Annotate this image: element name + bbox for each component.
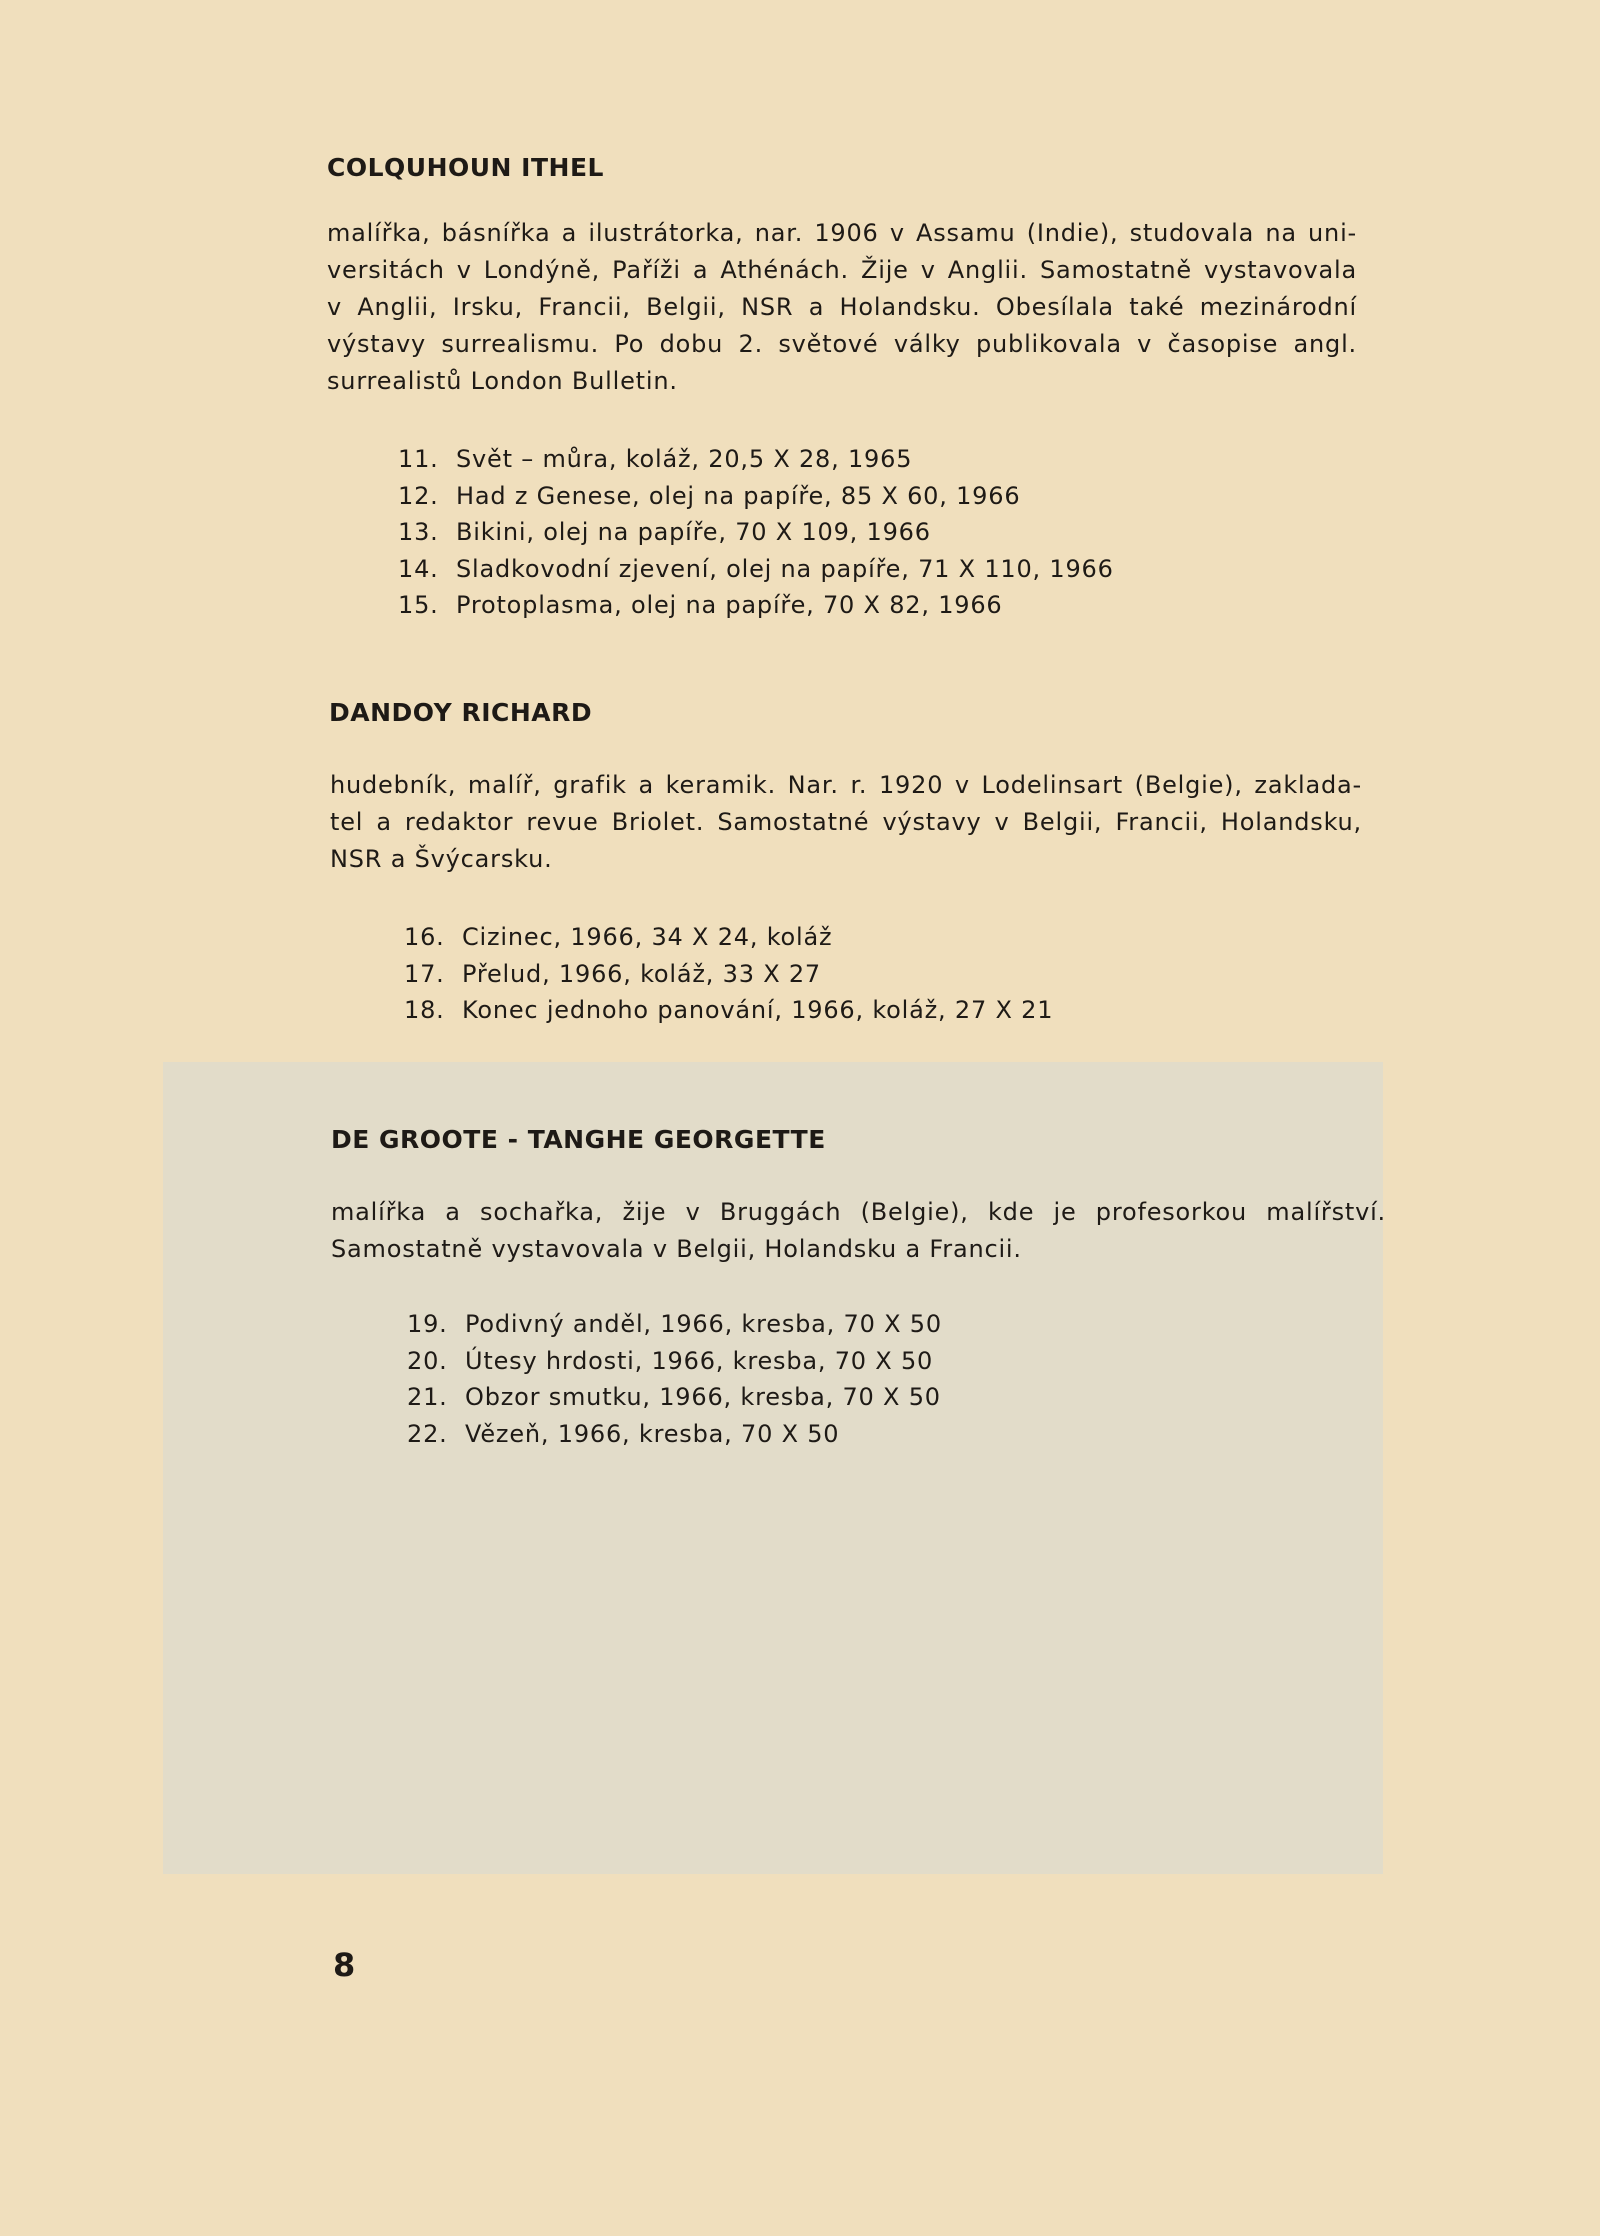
work-description: Útesy hrdosti, 1966, kresba, 70 X 50 bbox=[465, 1346, 934, 1375]
background-tint-panel bbox=[163, 1062, 1383, 1874]
works-list bbox=[404, 919, 1053, 1029]
work-item bbox=[398, 587, 1114, 624]
work-description: Přelud, 1966, koláž, 33 X 27 bbox=[462, 959, 821, 988]
work-description: Sladkovodní zjevení, olej na papíře, 71 X 110, 1966 bbox=[456, 554, 1114, 583]
work-number: 19. bbox=[407, 1310, 448, 1338]
work-description: Cizinec, 1966, 34 X 24, koláž bbox=[462, 923, 833, 951]
artist-biography bbox=[331, 1194, 1386, 1268]
works-list bbox=[398, 441, 1114, 624]
work-description: Konec jednoho panování, 1966, koláž, 27 X 21 bbox=[462, 996, 1054, 1024]
work-description: Had z Genese, olej na papíře, 85 X 60, 1966 bbox=[456, 481, 1021, 510]
work-item bbox=[398, 478, 1114, 515]
bio-line: malířka, básnířka a ilustrátorka, nar. 1906 v Assamu (Indie), studovala na uni- bbox=[327, 219, 1357, 247]
work-description: Protoplasma, olej na papíře, 70 X 82, 1966 bbox=[456, 591, 1003, 619]
work-number: 14. bbox=[398, 554, 439, 583]
work-number: 13. bbox=[398, 518, 439, 546]
artist-name-heading: COLQUHOUN ITHEL bbox=[327, 153, 604, 182]
work-number: 18. bbox=[404, 996, 445, 1024]
work-number: 22. bbox=[407, 1419, 448, 1448]
work-item bbox=[407, 1343, 942, 1380]
work-description: Obzor smutku, 1966, kresba, 70 X 50 bbox=[465, 1383, 941, 1411]
work-description: Bikini, olej na papíře, 70 X 109, 1966 bbox=[456, 518, 931, 546]
bio-line: výstavy surrealismu. Po dobu 2. světové války publikovala v časopise angl. bbox=[327, 330, 1357, 358]
work-number: 16. bbox=[404, 923, 445, 951]
bio-line: NSR a Švýcarsku. bbox=[330, 845, 553, 873]
work-number: 15. bbox=[398, 591, 439, 619]
work-item bbox=[404, 956, 1053, 993]
work-item bbox=[404, 992, 1053, 1029]
work-item bbox=[398, 441, 1114, 478]
bio-line: tel a redaktor revue Briolet. Samostatné výstavy v Belgii, Francii, Holandsku, bbox=[330, 808, 1362, 836]
work-item bbox=[407, 1416, 942, 1453]
work-number: 17. bbox=[404, 959, 445, 988]
work-item bbox=[407, 1379, 942, 1416]
work-item bbox=[398, 514, 1114, 551]
work-item bbox=[398, 551, 1114, 588]
artist-name-heading: DANDOY RICHARD bbox=[329, 698, 593, 727]
page-number: 8 bbox=[333, 1946, 356, 1984]
bio-line: hudebník, malíř, grafik a keramik. Nar. r. 1920 v Lodelinsart (Belgie), zaklada- bbox=[330, 771, 1362, 799]
bio-line: Samostatně vystavovala v Belgii, Holandsku a Francii. bbox=[331, 1235, 1022, 1263]
work-description: Svět – můra, koláž, 20,5 X 28, 1965 bbox=[456, 445, 913, 473]
work-number: 20. bbox=[407, 1346, 448, 1375]
artist-biography bbox=[330, 767, 1362, 878]
work-number: 12. bbox=[398, 481, 439, 510]
work-item bbox=[404, 919, 1053, 956]
work-description: Vězeň, 1966, kresba, 70 X 50 bbox=[465, 1419, 840, 1448]
artist-name-heading: DE GROOTE - TANGHE GEORGETTE bbox=[331, 1125, 826, 1154]
bio-line: versitách v Londýně, Paříži a Athénách. Žije v Anglii. Samostatně vystavovala bbox=[327, 256, 1357, 284]
work-number: 21. bbox=[407, 1383, 448, 1411]
bio-line: malířka a sochařka, žije v Bruggách (Belgie), kde je profesorkou malířství. bbox=[331, 1198, 1386, 1226]
artist-biography bbox=[327, 215, 1357, 400]
works-list bbox=[407, 1306, 942, 1452]
bio-line: surrealistů London Bulletin. bbox=[327, 367, 678, 395]
work-description: Podivný anděl, 1966, kresba, 70 X 50 bbox=[465, 1310, 942, 1338]
bio-line: v Anglii, Irsku, Francii, Belgii, NSR a Holandsku. Obesílala také mezinárodní bbox=[327, 293, 1357, 321]
work-item bbox=[407, 1306, 942, 1343]
work-number: 11. bbox=[398, 445, 439, 473]
